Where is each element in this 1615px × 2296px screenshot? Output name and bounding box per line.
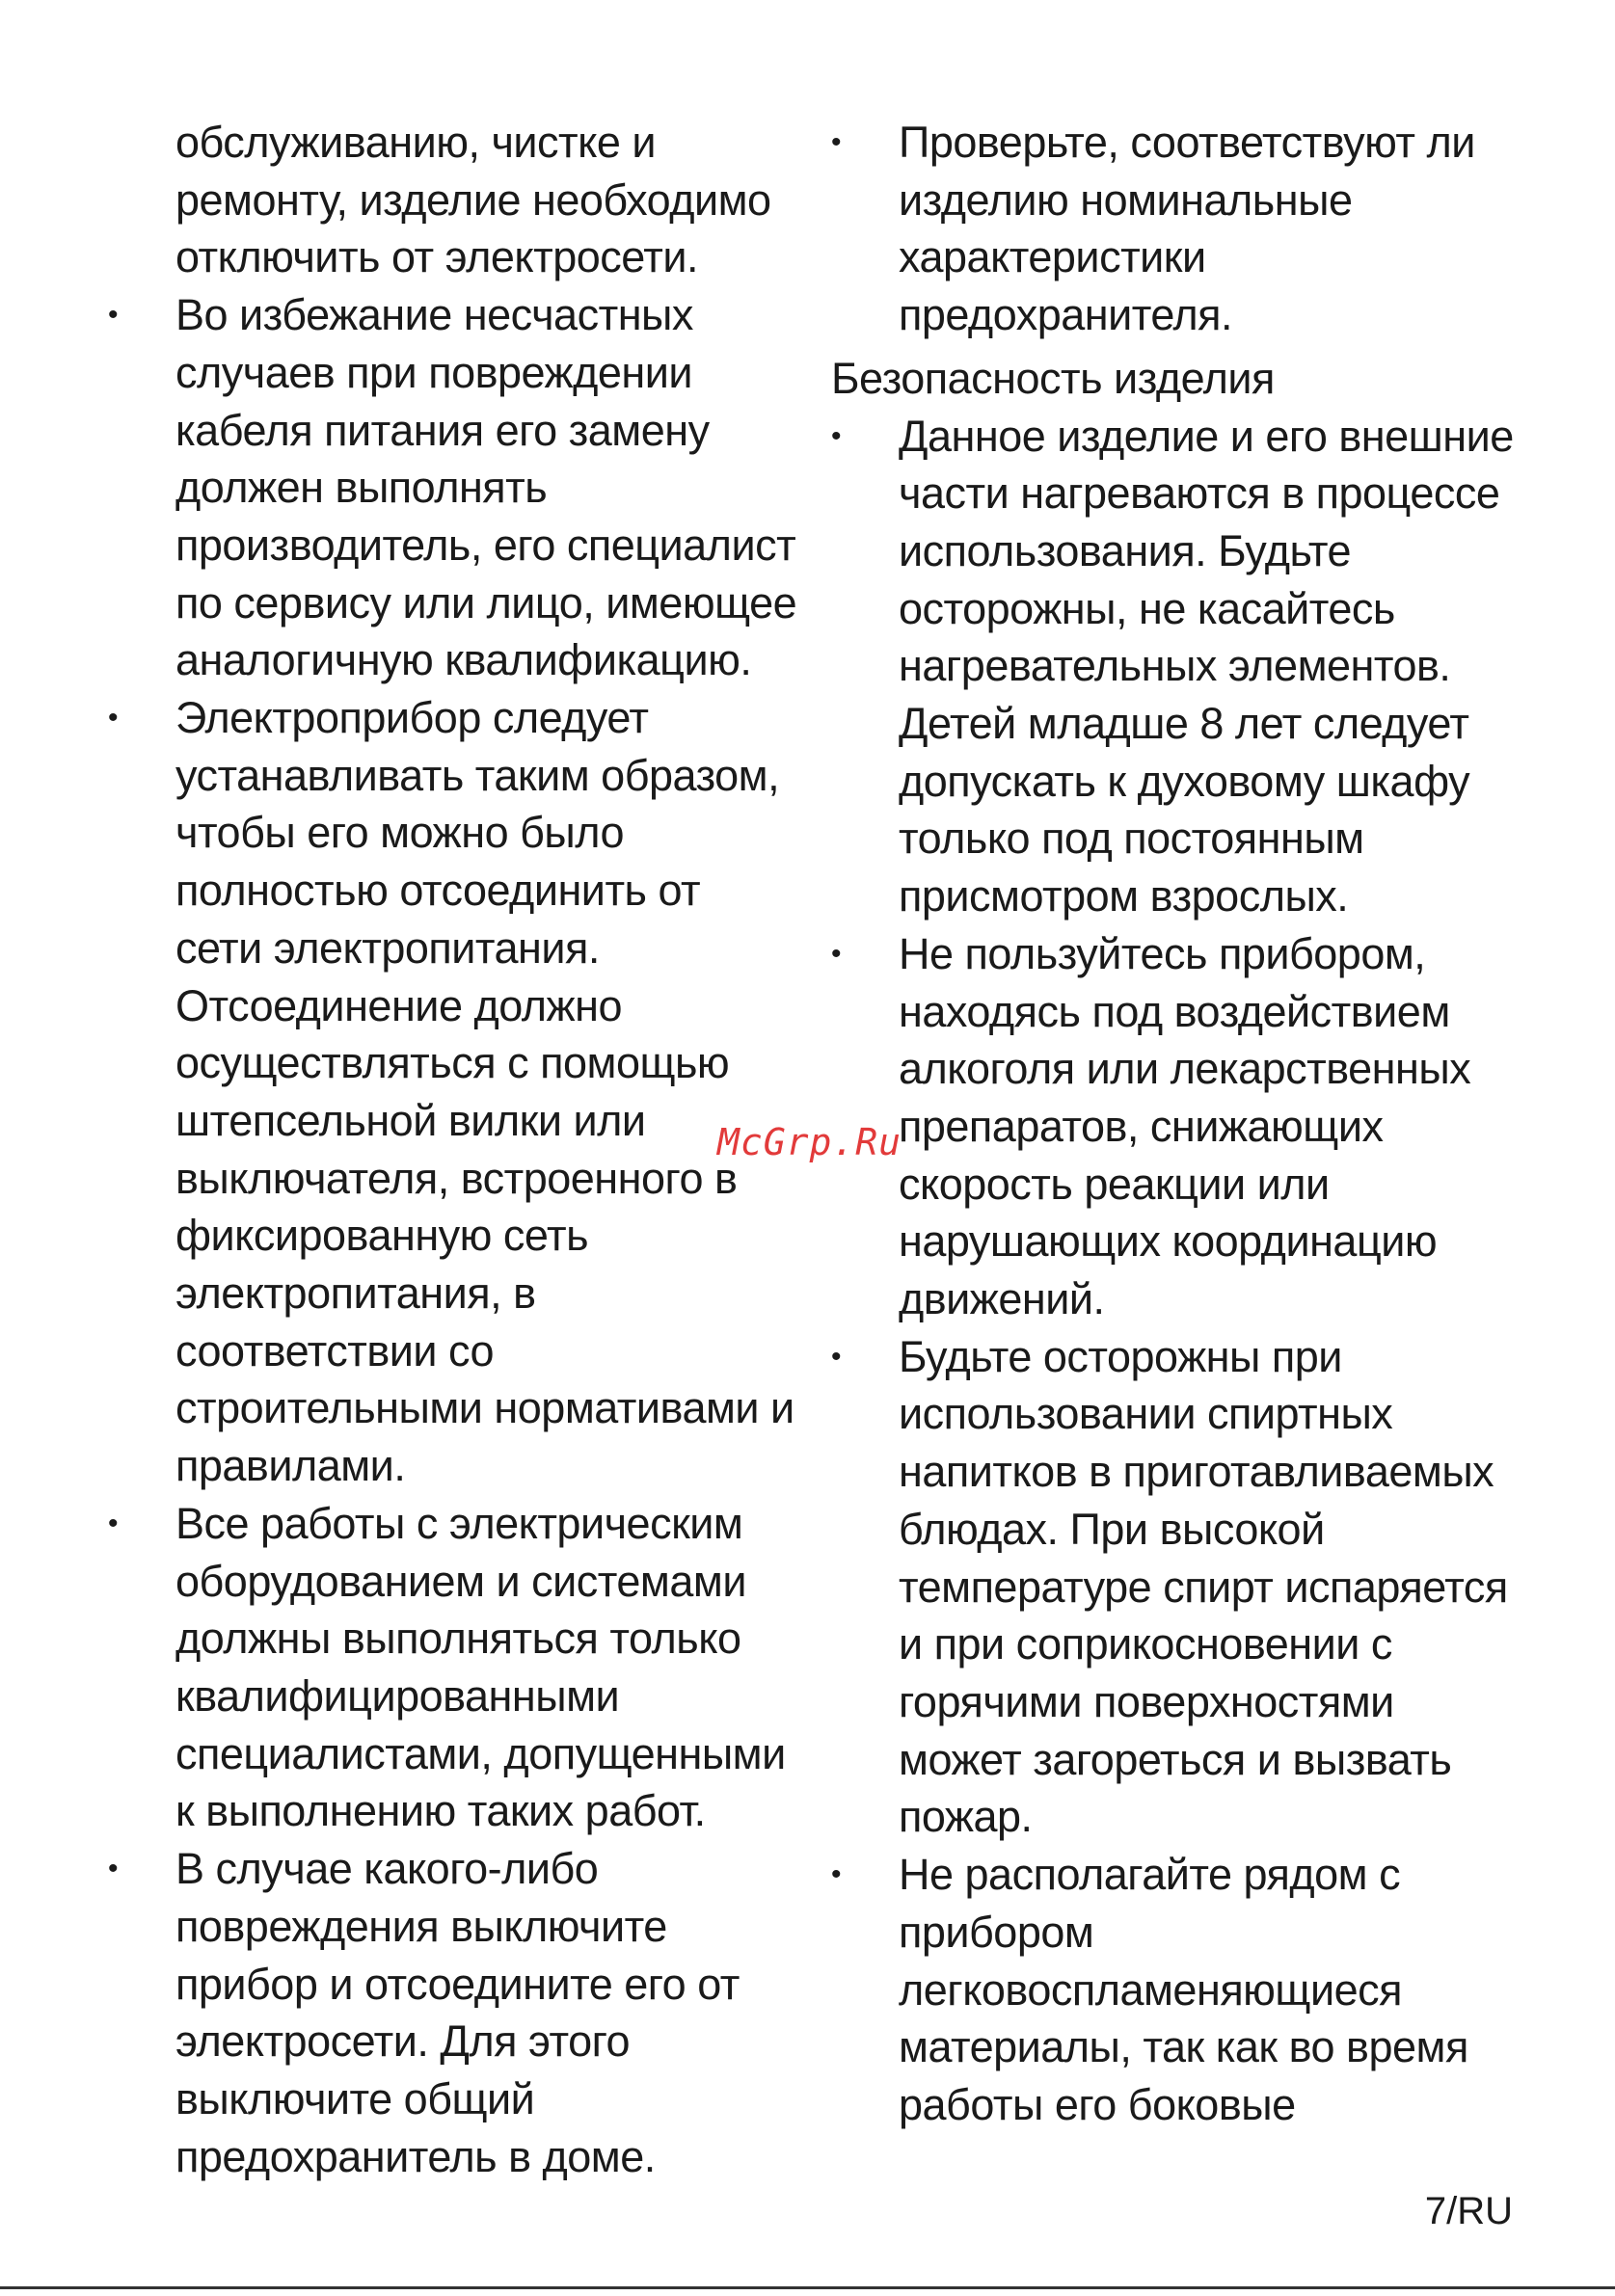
text-line: устанавливать таким образом,: [175, 750, 780, 800]
text-line: фиксированную сеть: [175, 1211, 589, 1261]
bullet-item: [831, 408, 1525, 925]
text-line: по сервису или лицо, имеющее: [175, 577, 797, 627]
text-line: Детей младше 8 лет следует: [899, 699, 1469, 749]
text-line: штепсельной вилки или: [175, 1095, 646, 1145]
text-line: материалы, так как во время: [899, 2022, 1468, 2072]
text-line: скорость реакции или: [899, 1159, 1330, 1209]
text-line: легковоспламеняющиеся: [899, 1964, 1402, 2015]
bullet-item: [831, 114, 1525, 344]
text-line: ремонту, изделие необходимо: [175, 174, 771, 225]
text-line: только под постоянным: [899, 814, 1364, 864]
text-line: Все работы с электрическим: [175, 1498, 743, 1548]
bullet-item: [831, 1846, 1525, 2134]
bullet-icon: •: [831, 937, 842, 970]
text-line: Электроприбор следует: [175, 693, 649, 743]
text-line: нарушающих координацию: [899, 1216, 1438, 1267]
text-line: соответствии со: [175, 1325, 495, 1375]
text-line: температуре спирт испаряется: [899, 1562, 1508, 1612]
text-line: предохранитель в доме.: [175, 2131, 656, 2181]
text-line: повреждения выключите: [175, 1901, 667, 1951]
bullet-item: [108, 1495, 802, 1840]
text-line: Во избежание несчастных: [175, 290, 693, 340]
text-line: аналогичную квалификацию.: [175, 635, 752, 685]
text-line: строительными нормативами и: [175, 1383, 794, 1433]
text-line: электросети. Для этого: [175, 2016, 631, 2067]
text-line: квалифицированными: [175, 1670, 620, 1721]
text-line: Не располагайте рядом с: [899, 1850, 1401, 1900]
text-line: прибор и отсоедините его от: [175, 1959, 740, 2009]
text-line: Будьте осторожны при: [899, 1331, 1342, 1381]
text-line: горячими поверхностями: [899, 1676, 1394, 1726]
text-line: алкоголя или лекарственных: [899, 1044, 1471, 1094]
bullet-icon: •: [831, 126, 842, 158]
text-line: пожар.: [899, 1792, 1033, 1842]
right-column-bottom: [831, 408, 1525, 2134]
left-column: [108, 114, 802, 2185]
text-line: выключите общий: [175, 2073, 535, 2123]
text-line: должен выполнять: [175, 463, 548, 513]
bullet-icon: •: [831, 1340, 842, 1373]
text-line: использовании спиртных: [899, 1389, 1393, 1439]
text-line: осуществляться с помощью: [175, 1038, 730, 1088]
text-line: предохранителя.: [899, 290, 1233, 340]
text-line: препаратов, снижающих: [899, 1101, 1384, 1151]
text-line: кабеля питания его замену: [175, 405, 710, 455]
bullet-item: [108, 689, 802, 1495]
text-line: специалистами, допущенными: [175, 1728, 786, 1778]
bullet-icon: •: [831, 419, 842, 452]
text-line: находясь под воздействием: [899, 986, 1450, 1036]
bullet-icon: •: [108, 1853, 119, 1885]
bullet-icon: •: [108, 299, 119, 332]
right-column-top: [831, 114, 1525, 344]
text-line: изделию номинальные: [899, 174, 1353, 225]
watermark: McGrp.Ru: [717, 1121, 902, 1163]
text-line: блюдах. При высокой: [899, 1504, 1325, 1554]
section-heading: Безопасность изделия: [831, 353, 1275, 403]
paragraph: [108, 114, 802, 286]
bullet-icon: •: [108, 1507, 119, 1539]
bullet-item: [831, 1328, 1525, 1846]
text-line: полностью отсоединить от: [175, 866, 701, 916]
text-line: осторожны, не касайтесь: [899, 583, 1395, 633]
text-line: сети электропитания.: [175, 922, 600, 973]
text-line: выключателя, встроенного в: [175, 1153, 738, 1203]
text-line: может загореться и вызвать: [899, 1734, 1452, 1784]
text-line: Не пользуйтесь прибором,: [899, 928, 1426, 978]
text-line: Проверьте, соответствуют ли: [899, 118, 1475, 167]
text-line: характеристики: [899, 232, 1206, 282]
text-line: электропитания, в: [175, 1268, 536, 1319]
text-line: правилами.: [175, 1441, 406, 1491]
text-line: использования. Будьте: [899, 525, 1352, 575]
page-number: 7/RU: [1424, 2190, 1513, 2232]
text-line: и при соприкосновении с: [899, 1619, 1392, 1669]
text-line: должны выполняться только: [175, 1614, 741, 1664]
text-line: к выполнению таких работ.: [175, 1786, 706, 1836]
text-line: нагревательных элементов.: [899, 641, 1451, 691]
text-line: чтобы его можно было: [175, 808, 625, 858]
right-column: [831, 114, 1525, 2134]
text-line: отключить от электросети.: [175, 232, 699, 282]
bottom-rule: [0, 2286, 1615, 2289]
text-line: случаев при повреждении: [175, 347, 693, 397]
text-line: оборудованием и системами: [175, 1556, 746, 1606]
bullet-icon: •: [108, 702, 119, 734]
text-line: присмотром взрослых.: [899, 871, 1349, 921]
text-line: обслуживанию, чистке и: [175, 118, 657, 167]
text-line: части нагреваются в процессе: [899, 468, 1500, 519]
text-line: Данное изделие и его внешние: [899, 411, 1514, 461]
bullet-item: [108, 286, 802, 689]
text-line: производитель, его специалист: [175, 520, 796, 570]
bullet-item: [831, 925, 1525, 1328]
text-line: Отсоединение должно: [175, 980, 622, 1030]
bullet-icon: •: [831, 1858, 842, 1891]
text-line: прибором: [899, 1907, 1094, 1957]
bullet-item: [108, 1840, 802, 2185]
text-line: В случае какого-либо: [175, 1844, 599, 1894]
text-line: движений.: [899, 1274, 1105, 1324]
text-line: работы его боковые: [899, 2079, 1296, 2129]
text-line: напитков в приготавливаемых: [899, 1447, 1494, 1497]
text-line: допускать к духовому шкафу: [899, 756, 1470, 806]
